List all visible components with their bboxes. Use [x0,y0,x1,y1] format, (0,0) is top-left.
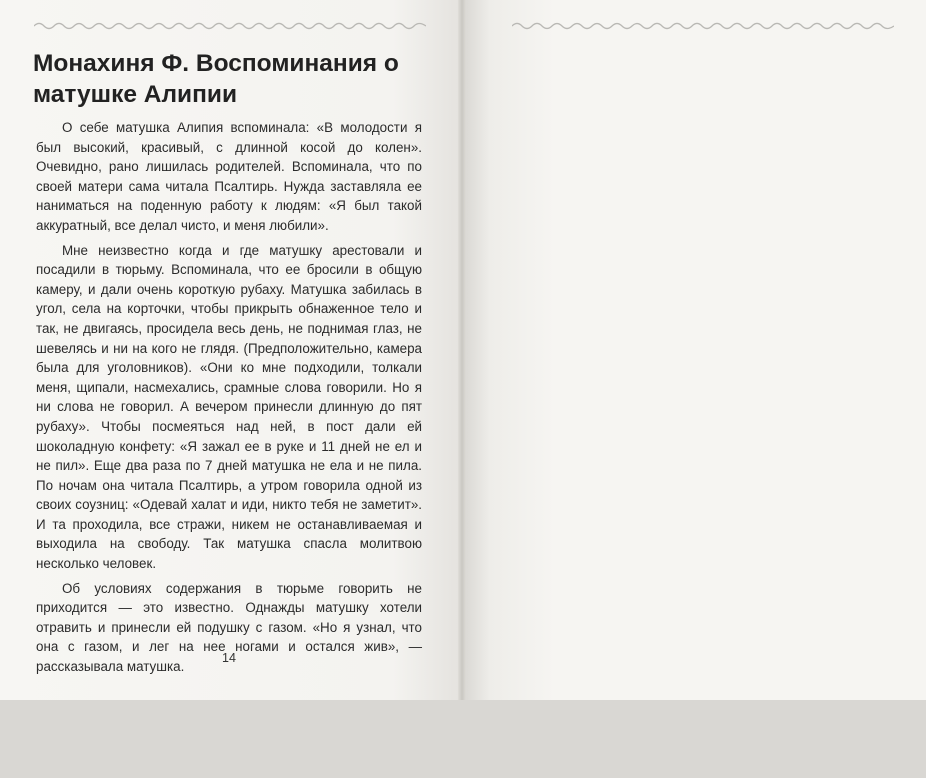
header-wave-ornament-left [34,20,426,32]
header-wave-ornament-right [512,20,894,32]
left-page-body [36,118,422,682]
paragraph: Мне неизвестно когда и где матушку арестовали и посадили в тюрьму. Вспоминала, что ее бросили в общую камеру, и дали очень короткую рубаху. Матушка забилась в угол, села на корточки, чтобы прикрыть обнаженное тело и так, не двигаясь, просидела весь день, не поднимая глаз, не шевелясь и ни на кого не глядя. (Предположительно, камера была для уголовников). «Они ко мне подходили, толкали меня, щипали, насмехались, срамные слова говорили. Но я ни слова не говорил. А вечером принесли длинную до пят рубаху». Чтобы посмеяться над ней, в пост дали ей шоколадную конфету: «Я зажал ее в руке и 11 дней не ел и не пил». Еще два раза по 7 дней матушка не ела и не пила. По ночам она читала Псалтирь, а утром говорила одной из своих соузниц: «Одевай халат и иди, никто тебя не заметит». И та проходила, все стражи, никем не останавливаемая и выходила на свободу. Так матушка спасла молитвою несколько человек. [36,242,422,572]
right-page [462,0,926,700]
page-number-left: 14 [222,651,236,665]
left-page [0,0,462,700]
book-gutter [458,0,466,700]
chapter-title: Монахиня Ф. Воспоминания о матушке Алипии [33,50,399,108]
paragraph: О себе матушка Алипия вспоминала: «В молодости я был высокий, красивый, с длинной косой до колен». Очевидно, рано лишилась родителей. Вспоминала, что по своей матери сама читала Псалтирь. Нужда заставляла ее наниматься на поденную работу к людям: «Я был такой аккуратный, все делал чисто, и меня любили». [36,120,422,233]
paragraph: Об условиях содержания в тюрьме говорить не приходится — это известно. Однажды матушку хотели отравить и принесли ей подушку с газом. «Но я узнал, что она с газом, и лег на нее ногами и остался жив», — рассказывала матушка. [36,580,422,675]
